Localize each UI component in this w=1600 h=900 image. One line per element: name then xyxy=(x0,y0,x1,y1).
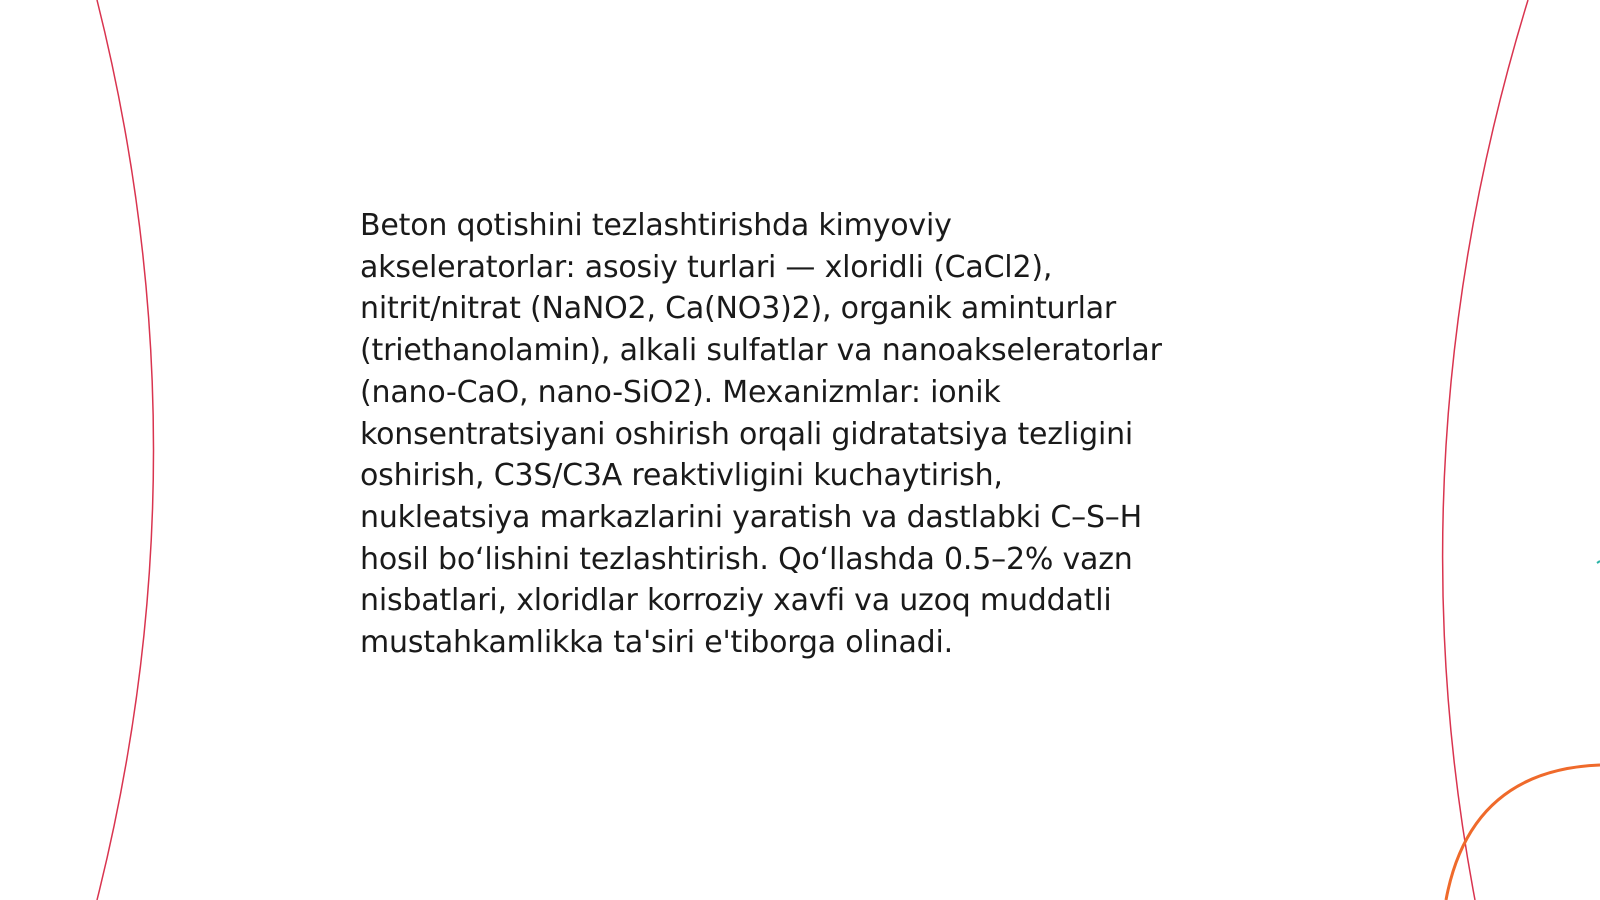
left-arc xyxy=(97,0,154,900)
body-line: akseleratorlar: asosiy turlari — xloridli (CaCl2), xyxy=(360,249,1053,285)
body-line: oshirish, C3S/C3A reaktivligini kuchaytirish, xyxy=(360,458,1003,494)
body-line: (triethanolamin), alkali sulfatlar va nanoakseleratorlar xyxy=(360,333,1162,369)
body-line: Beton qotishini tezlashtirishda kimyoviy xyxy=(360,208,952,243)
body-line: nitrit/nitrat (NaNO2, Ca(NO3)2), organik aminturlar xyxy=(360,291,1117,327)
body-line: konsentratsiyani oshirish orqali gidratatsiya tezligini xyxy=(360,416,1134,452)
slide-body-text xyxy=(360,205,1260,664)
right-arc xyxy=(1443,0,1528,900)
orange-corner-arc xyxy=(1446,765,1600,900)
body-line: (nano-CaO, nano-SiO2). Mexanizmlar: ionik xyxy=(360,374,1001,410)
body-line: nisbatlari, xloridlar korroziy xavfi va uzoq muddatli xyxy=(360,583,1112,619)
body-line: mustahkamlikka ta'siri e'tiborga olinadi. xyxy=(360,625,953,661)
body-line: nukleatsiya markazlarini yaratish va dastlabki C–S–H xyxy=(360,499,1142,535)
body-line: hosil bo‘lishini tezlashtirish. Qo‘llashda 0.5–2% vazn xyxy=(360,541,1133,577)
